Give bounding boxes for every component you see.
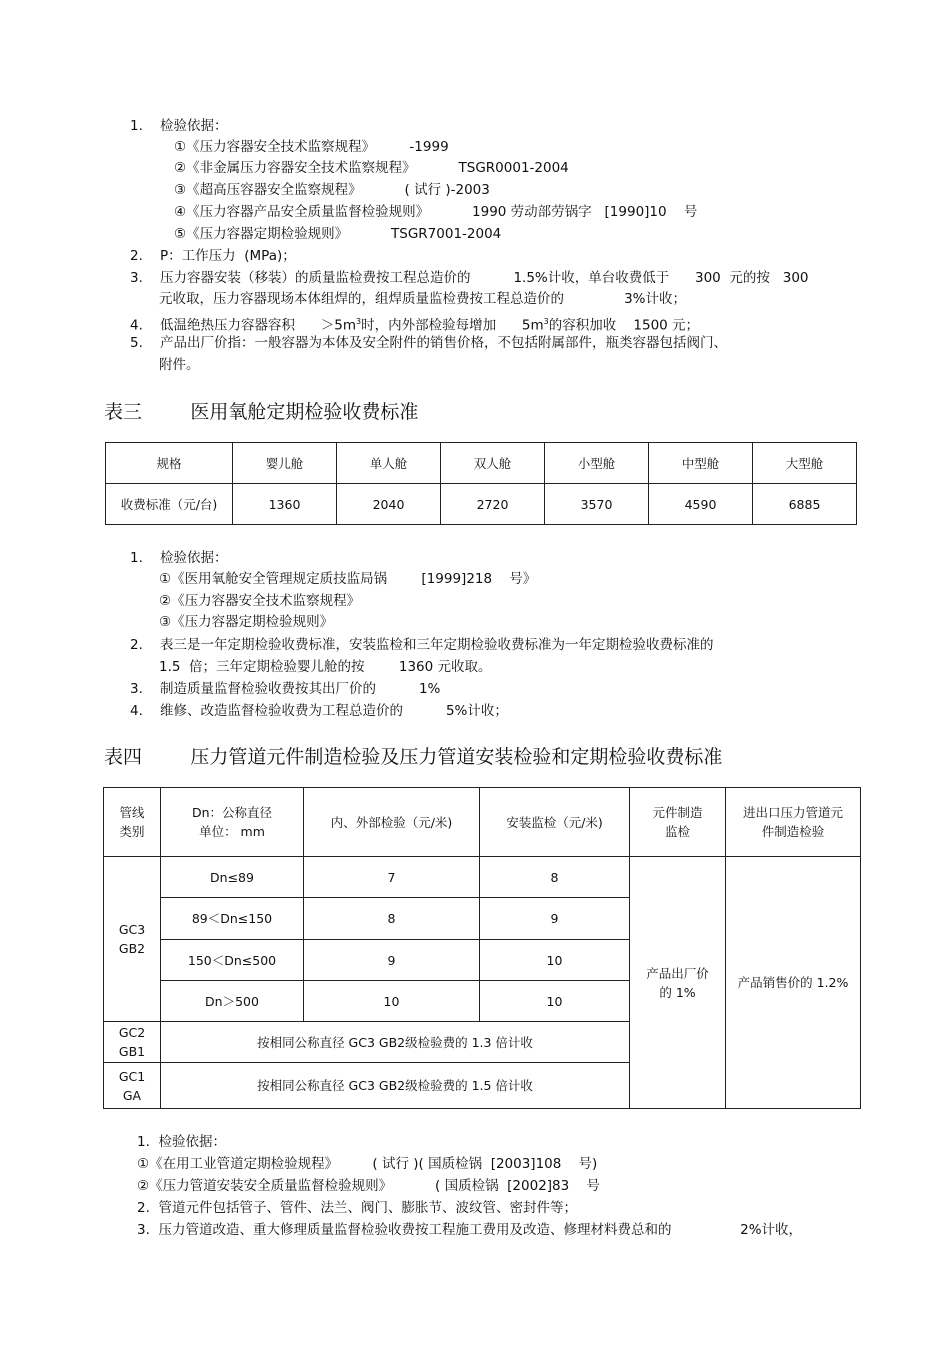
note-5a: 5. 产品出厂价指：一般容器为本体及安全附件的销售价格，不包括附属部件，瓶类容器包括阀门、: [130, 335, 728, 351]
gc3-label: GC3 GB2: [104, 857, 161, 1022]
note-1e: ⑤《压力容器定期检验规则》 TSGR7001-2004: [174, 226, 502, 242]
note-3b: 元收取，压力容器现场本体组焊的，组焊质量监检费按工程总造价的 3%计收；: [159, 291, 686, 307]
table3-header: 大型舱: [753, 443, 857, 484]
table3-row-label: 收费标准（元/台): [106, 484, 233, 525]
table4-header-dn: Dn：公称直径 单位： mm: [161, 788, 304, 857]
table4-header-install: 安装监检（元/米): [480, 788, 630, 857]
note-1a: ①《压力容器安全技术监察规程》 -1999: [174, 139, 449, 155]
note-1b: ②《非金属压力容器安全技术监察规程》 TSGR0001-2004: [174, 160, 569, 176]
note-5b: 附件。: [159, 357, 200, 373]
gc2-fee-text: 按相同公称直径 GC3 GB2级检验费的 1.3 倍计收: [161, 1022, 630, 1063]
note-2: 2. P：工作压力 (MPa)；: [130, 248, 296, 264]
element-fee: 产品出厂价 的 1%: [630, 857, 726, 1109]
table3-cell: 1360: [233, 484, 337, 525]
table3-cell: 4590: [649, 484, 753, 525]
t3-note-2b: 1.5 倍；三年定期检验婴儿舱的按 1360 元收取。: [159, 659, 492, 675]
t4-note-1: 1. 检验依据：: [137, 1134, 226, 1150]
install-fee: 8: [480, 857, 630, 898]
inout-fee: 8: [304, 898, 480, 940]
table3-header: 婴儿舱: [233, 443, 337, 484]
table3-cell: 2040: [337, 484, 441, 525]
note-1: 1. 检验依据：: [130, 118, 228, 134]
inout-fee: 10: [304, 981, 480, 1022]
note-1c: ③《超高压容器安全监察规程》 ( 试行 )-2003: [174, 182, 490, 198]
install-fee: 10: [480, 981, 630, 1022]
t3-note-1b: ②《压力容器安全技术监察规程》: [159, 593, 361, 609]
note-3a: 3. 压力容器安装（移装）的质量监检费按工程总造价的 1.5%计收，单台收费低于 300 元的按 300: [130, 270, 809, 286]
table4-header-inout: 内、外部检验（元/米): [304, 788, 480, 857]
dn-range: 150＜Dn≤500: [161, 940, 304, 981]
t3-note-4: 4. 维修、改造监督检验收费为工程总造价的 5%计收；: [130, 703, 508, 719]
table4-header-element: 元件制造 监检: [630, 788, 726, 857]
table3: [105, 442, 857, 525]
t4-note-1b: ②《压力管道安装安全质量监督检验规则》 ( 国质检锅 [2002]83 号: [137, 1178, 600, 1194]
table3-header: 小型舱: [545, 443, 649, 484]
install-fee: 9: [480, 898, 630, 940]
inout-fee: 9: [304, 940, 480, 981]
t4-note-3: 3. 压力管道改造、重大修理质量监督检验收费按工程施工费用及改造、修理材料费总和的 2%计收，: [137, 1222, 803, 1238]
table3-cell: 3570: [545, 484, 649, 525]
import-fee: 产品销售价的 1.2%: [726, 857, 861, 1109]
note-1d: ④《压力容器产品安全质量监督检验规则》 1990 劳动部劳锅字 [1990]10 号: [174, 204, 698, 220]
gc1-label: GC1 GA: [104, 1063, 161, 1109]
t4-note-1a: ①《在用工业管道定期检验规程》 ( 试行 )( 国质检锅 [2003]108 号): [137, 1156, 598, 1172]
note-4: 4. 低温绝热压力容器容积 $>5m^3$时，内外部检验每增加 $5m^3$的容积加收 1500 元；: [130, 317, 700, 334]
t4-note-2: 2. 管道元件包括管子、管件、法兰、阀门、膨胀节、波纹管、密封件等；: [137, 1200, 577, 1216]
t3-note-2a: 2. 表三是一年定期检验收费标准，安装监检和三年定期检验收费标准为一年定期检验收费标准的: [130, 637, 714, 653]
table3-title: 表三 医用氧舱定期检验收费标准: [104, 401, 419, 423]
inout-fee: 7: [304, 857, 480, 898]
t3-note-3: 3. 制造质量监督检验收费按其出厂价的 1%: [130, 681, 441, 697]
t3-note-1: 1. 检验依据：: [130, 550, 228, 566]
table3-header: 中型舱: [649, 443, 753, 484]
table3-header: 规格: [106, 443, 233, 484]
table4: [103, 787, 861, 1109]
t3-note-1c: ③《压力容器定期检验规则》: [159, 614, 334, 630]
table4-header-import: 进出口压力管道元 件制造检验: [726, 788, 861, 857]
table4-title: 表四 压力管道元件制造检验及压力管道安装检验和定期检验收费标准: [104, 746, 723, 768]
dn-range: Dn＞500: [161, 981, 304, 1022]
dn-range: Dn≤89: [161, 857, 304, 898]
table3-cell: 2720: [441, 484, 545, 525]
table3-header: 单人舱: [337, 443, 441, 484]
t3-note-1a: ①《医用氧舱安全管理规定质技监局锅 [1999]218 号》: [159, 571, 537, 587]
table4-header-category: 管线 类别: [104, 788, 161, 857]
table3-header: 双人舱: [441, 443, 545, 484]
dn-range: 89＜Dn≤150: [161, 898, 304, 940]
gc1-fee-text: 按相同公称直径 GC3 GB2级检验费的 1.5 倍计收: [161, 1063, 630, 1109]
table3-cell: 6885: [753, 484, 857, 525]
install-fee: 10: [480, 940, 630, 981]
gc2-label: GC2 GB1: [104, 1022, 161, 1063]
